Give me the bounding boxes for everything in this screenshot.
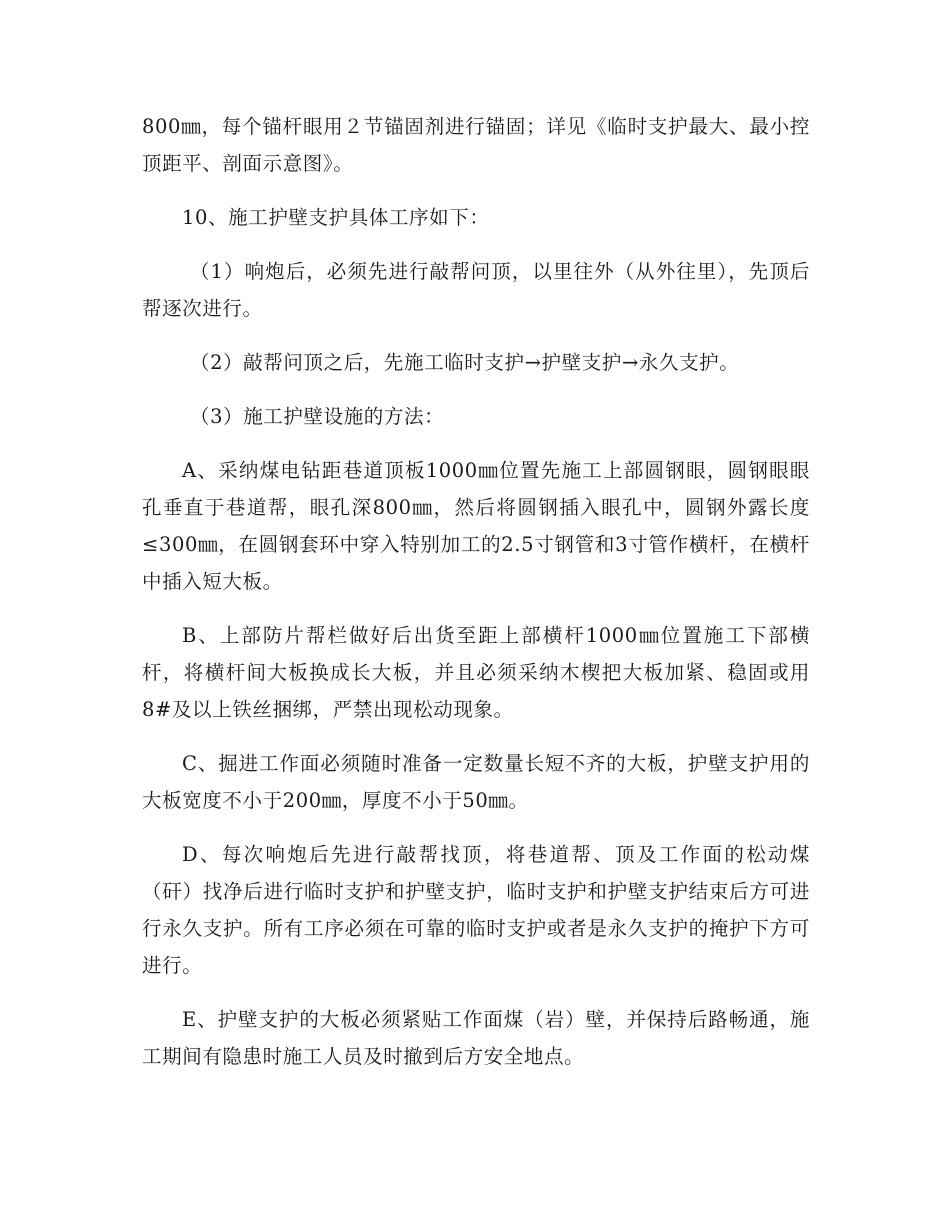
paragraph-step-2: （2）敲帮问顶之后，先施工临时支护→护壁支护→永久支护。 xyxy=(190,351,740,374)
paragraph-anchor-continuation: 800㎜，每个锚杆眼用２节锚固剂进行锚固；详见《临时支护最大、最小控顶距平、剖面示意图》。 xyxy=(142,115,810,175)
paragraph-step-1: （1）响炮后，必须先进行敲帮问顶，以里往外（从外往里），先顶后帮逐次进行。 xyxy=(142,260,810,320)
paragraph-item-a: A、采纳煤电钻距巷道顶板1000㎜位置先施工上部圆钢眼，圆钢眼眼孔垂直于巷道帮，眼孔深800㎜，然后将圆钢插入眼孔中，圆钢外露长度≤300㎜，在圆钢套环中穿入特别加工的2.5寸钢管和3寸管作横杆，在横杆中插入短大板。 xyxy=(142,459,810,593)
paragraph-step-10-heading: 10、施工护壁支护具体工序如下： xyxy=(182,206,490,229)
paragraph-item-c: C、掘进工作面必须随时准备一定数量长短不齐的大板，护壁支护用的大板宽度不小于200㎜，厚度不小于50㎜。 xyxy=(142,752,810,812)
paragraph-step-3: （3）施工护壁设施的方法： xyxy=(190,405,445,428)
paragraph-item-b: B、上部防片帮栏做好后出货至距上部横杆1000㎜位置施工下部横杆，将横杆间大板换成长大板，并且必须采纳木楔把大板加紧、稳固或用8#及以上铁丝捆绑，严禁出现松动现象。 xyxy=(142,624,810,721)
document-body xyxy=(142,108,810,1092)
paragraph-item-e: E、护壁支护的大板必须紧贴工作面煤（岩）壁，并保持后路畅通，施工期间有隐患时施工人员及时撤到后方安全地点。 xyxy=(142,1008,810,1068)
paragraph-item-d: D、每次响炮后先进行敲帮找顶，将巷道帮、顶及工作面的松动煤（矸）找净后进行临时支护和护壁支护，临时支护和护壁支护结束后方可进行永久支护。所有工序必须在可靠的临时支护或者是永久支护的掩护下方可进行。 xyxy=(142,843,810,977)
